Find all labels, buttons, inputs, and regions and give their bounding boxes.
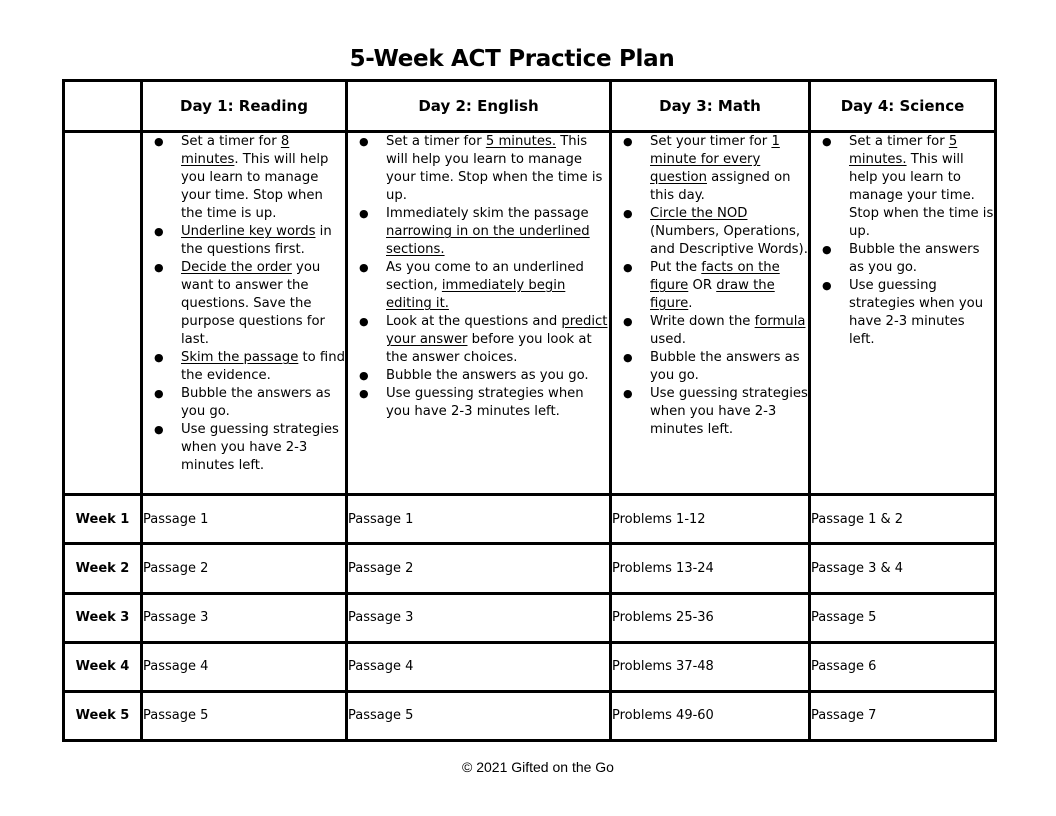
underlined-text: 1 minute for every question [650,134,780,185]
instruction-item [143,349,345,385]
instruction-item [143,259,345,349]
instruction-item [612,205,808,259]
underlined-text: draw the figure [650,278,775,311]
instruction-text: Set a timer for [181,134,281,149]
day-heading: Day 3: Math [611,81,810,132]
instruction-item [811,277,994,349]
assignment-cell: Passage 2 [347,544,611,593]
assignment-cell: Passage 7 [810,691,996,740]
day-instructions [347,132,611,495]
assignment-cell: Passage 6 [810,642,996,691]
instruction-text: in the questions first. [181,224,332,257]
week-label: Week 2 [64,544,142,593]
instructions-row [64,132,996,495]
instruction-text: Write down the [650,314,755,329]
instruction-item [612,133,808,205]
instructions-list [143,133,345,475]
instruction-item [143,223,345,259]
instruction-text: Set your timer for [650,134,772,149]
underlined-text: facts on the figure [650,260,780,293]
instruction-text: you want to answer the questions. Save the purpose questions for last. [181,260,325,347]
week-row [64,593,996,642]
assignment-cell: Passage 2 [142,544,347,593]
day-heading: Day 4: Science [810,81,996,132]
instruction-text: before you look at the answer choices. [386,332,592,365]
underlined-text: 8 minutes [181,134,290,167]
instruction-text: Use guessing strategies when you have 2-3 minutes left. [650,386,808,437]
instruction-item [612,313,808,349]
instruction-text: OR [688,278,717,293]
underlined-text: immediately begin editing it. [386,278,566,311]
instruction-text: . [688,296,693,311]
underlined-text: Circle the NOD [650,206,748,221]
day-instructions [810,132,996,495]
instruction-item [811,241,994,277]
instruction-text: Bubble the answers as you go. [386,368,589,383]
table-header-row [64,81,996,132]
instruction-text: assigned on this day. [650,170,791,203]
instruction-text: As you come to an underlined section, [386,260,584,293]
underlined-text: formula [754,314,806,329]
assignment-cell: Problems 49-60 [611,691,810,740]
instruction-text: to find the evidence. [181,350,345,383]
week-label: Week 1 [64,495,142,544]
instruction-text: Bubble the answers as you go. [849,242,980,275]
instruction-item [348,367,609,385]
assignment-cell: Passage 1 [142,495,347,544]
instruction-item [348,133,609,205]
instruction-text: This will help you learn to manage your time. Stop when the time is up. [386,134,603,203]
week-label: Week 3 [64,593,142,642]
instruction-item [612,259,808,313]
assignment-cell: Problems 13-24 [611,544,810,593]
assignment-cell: Passage 3 & 4 [810,544,996,593]
assignment-cell: Problems 1-12 [611,495,810,544]
instruction-text: Look at the questions and [386,314,562,329]
instruction-text: Bubble the answers as you go. [181,386,331,419]
instruction-item [348,313,609,367]
underlined-text: 5 minutes. [849,134,958,167]
underlined-text: Skim the passage [181,350,299,365]
assignment-cell: Passage 3 [347,593,611,642]
instruction-item [143,421,345,475]
assignment-cell: Passage 5 [347,691,611,740]
instruction-text: Use guessing strategies when you have 2-3 minutes left. [386,386,584,419]
instruction-item [348,259,609,313]
instruction-text: (Numbers, Operations, and Descriptive Words). [650,224,808,257]
assignment-cell: Passage 4 [347,642,611,691]
instructions-list [612,133,808,439]
instruction-text: Set a timer for [386,134,486,149]
instruction-item [612,349,808,385]
instruction-text: Set a timer for [849,134,949,149]
instruction-text: Use guessing strategies when you have 2-3 minutes left. [181,422,339,473]
week-row [64,691,996,740]
instruction-item [143,385,345,421]
assignment-cell: Passage 5 [810,593,996,642]
assignment-cell: Passage 3 [142,593,347,642]
week-row [64,642,996,691]
day-heading: Day 2: English [347,81,611,132]
copyright-footer: © 2021 Gifted on the Go [462,759,614,775]
underlined-text: 5 minutes. [485,134,557,149]
instruction-text: used. [650,332,686,347]
instructions-list [348,133,609,421]
practice-plan-table [62,79,997,742]
day-instructions [611,132,810,495]
instruction-item [143,133,345,223]
instruction-item [612,385,808,439]
week-label: Week 5 [64,691,142,740]
corner-cell [64,81,142,132]
instruction-text: Bubble the answers as you go. [650,350,800,383]
instruction-text: This will help you learn to manage your time. Stop when the time is up. [849,152,994,239]
assignment-cell: Problems 25-36 [611,593,810,642]
instructions-list [811,133,994,349]
instruction-text: . This will help you learn to manage your time. Stop when the time is up. [181,152,329,221]
assignment-cell: Passage 4 [142,642,347,691]
week-row [64,495,996,544]
corner-cell [64,132,142,495]
underlined-text: Underline key words [181,224,316,239]
instruction-item [811,133,994,241]
day-heading: Day 1: Reading [142,81,347,132]
assignment-cell: Problems 37-48 [611,642,810,691]
instruction-text: Put the [650,260,702,275]
page-title: 5-Week ACT Practice Plan [349,46,675,72]
underlined-text: Decide the order [181,260,292,275]
week-label: Week 4 [64,642,142,691]
assignment-cell: Passage 5 [142,691,347,740]
assignment-cell: Passage 1 [347,495,611,544]
underlined-text: predict your answer [386,314,608,347]
instruction-item [348,205,609,259]
assignment-cell: Passage 1 & 2 [810,495,996,544]
instruction-text: Use guessing strategies when you have 2-3 minutes left. [849,278,984,347]
day-instructions [142,132,347,495]
instruction-text: Immediately skim the passage [386,206,589,221]
instruction-item [348,385,609,421]
week-row [64,544,996,593]
underlined-text: narrowing in on the underlined sections. [386,224,590,257]
